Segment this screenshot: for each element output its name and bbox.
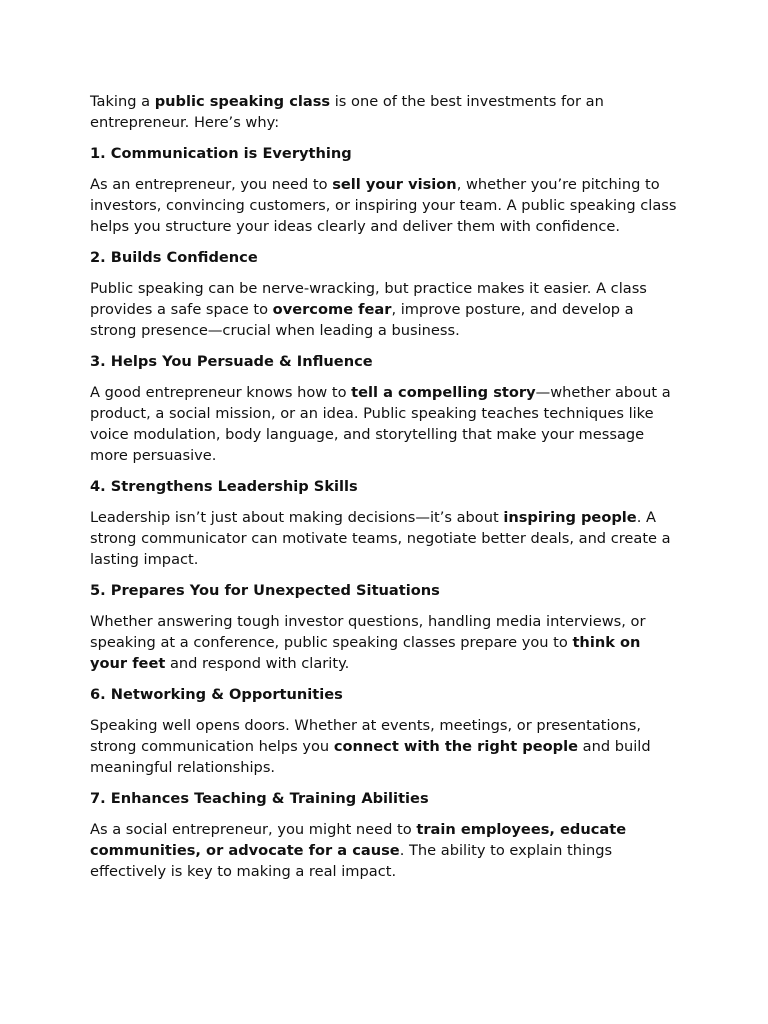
intro-paragraph xyxy=(90,91,680,133)
section-paragraph xyxy=(90,174,680,237)
body-emphasis: overcome fear xyxy=(272,301,392,318)
section-paragraph xyxy=(90,611,680,674)
body-text: As a social entrepreneur, you might need to xyxy=(90,821,417,838)
body-text: A good entrepreneur knows how to xyxy=(90,384,352,401)
body-emphasis: think on your feet xyxy=(90,634,641,672)
section-heading: 3. Helps You Persuade & Influence xyxy=(90,353,373,370)
section-heading: 1. Communication is Everything xyxy=(90,145,352,162)
body-text: and build meaningful relationships. xyxy=(90,738,651,776)
section-heading: 6. Networking & Opportunities xyxy=(90,686,343,703)
section-heading: 2. Builds Confidence xyxy=(90,249,258,266)
section-heading: 4. Strengthens Leadership Skills xyxy=(90,478,358,495)
section-paragraph xyxy=(90,278,680,341)
body-text: and respond with clarity. xyxy=(165,655,350,672)
body-text: —whether about a product, a social mission, or an idea. Public speaking teaches techniques like voice modulation, body language, and storytelling that make your message more persuasive. xyxy=(90,384,671,464)
body-emphasis: tell a compelling story xyxy=(351,384,536,401)
section-heading: 7. Enhances Teaching & Training Abilities xyxy=(90,790,429,807)
section-paragraph xyxy=(90,715,680,778)
body-emphasis: connect with the right people xyxy=(333,738,578,755)
section-heading: 5. Prepares You for Unexpected Situations xyxy=(90,582,440,599)
intro-text: is one of the best investments for an entrepreneur. Here’s why: xyxy=(90,93,604,131)
section-paragraph xyxy=(90,507,680,570)
intro-emphasis: public speaking class xyxy=(154,93,331,110)
body-text: . The ability to explain things effectively is key to making a real impact. xyxy=(90,842,613,880)
body-text: Public speaking can be nerve-wracking, but practice makes it easier. A class provides a safe space to xyxy=(90,280,647,318)
body-text: , whether you’re pitching to investors, convincing customers, or inspiring your team. A public speaking class helps you structure your ideas clearly and deliver them with confidence. xyxy=(90,176,677,235)
body-text: Whether answering tough investor questions, handling media interviews, or speaking at a conference, public speaking classes prepare you to xyxy=(90,613,646,651)
body-emphasis: inspiring people xyxy=(503,509,637,526)
body-text: As an entrepreneur, you need to xyxy=(90,176,333,193)
intro-text: Taking a xyxy=(90,93,155,110)
section-paragraph xyxy=(90,819,680,882)
body-emphasis: train employees, educate communities, or advocate for a cause xyxy=(90,821,627,859)
body-text: Leadership isn’t just about making decisions—it’s about xyxy=(90,509,504,526)
body-text: . A strong communicator can motivate teams, negotiate better deals, and create a lasting impact. xyxy=(90,509,671,568)
body-text: Speaking well opens doors. Whether at events, meetings, or presentations, strong communication helps you xyxy=(90,717,641,755)
body-emphasis: sell your vision xyxy=(332,176,457,193)
body-text: , improve posture, and develop a strong presence—crucial when leading a business. xyxy=(90,301,634,339)
document-page xyxy=(90,91,680,892)
section-paragraph xyxy=(90,382,680,466)
